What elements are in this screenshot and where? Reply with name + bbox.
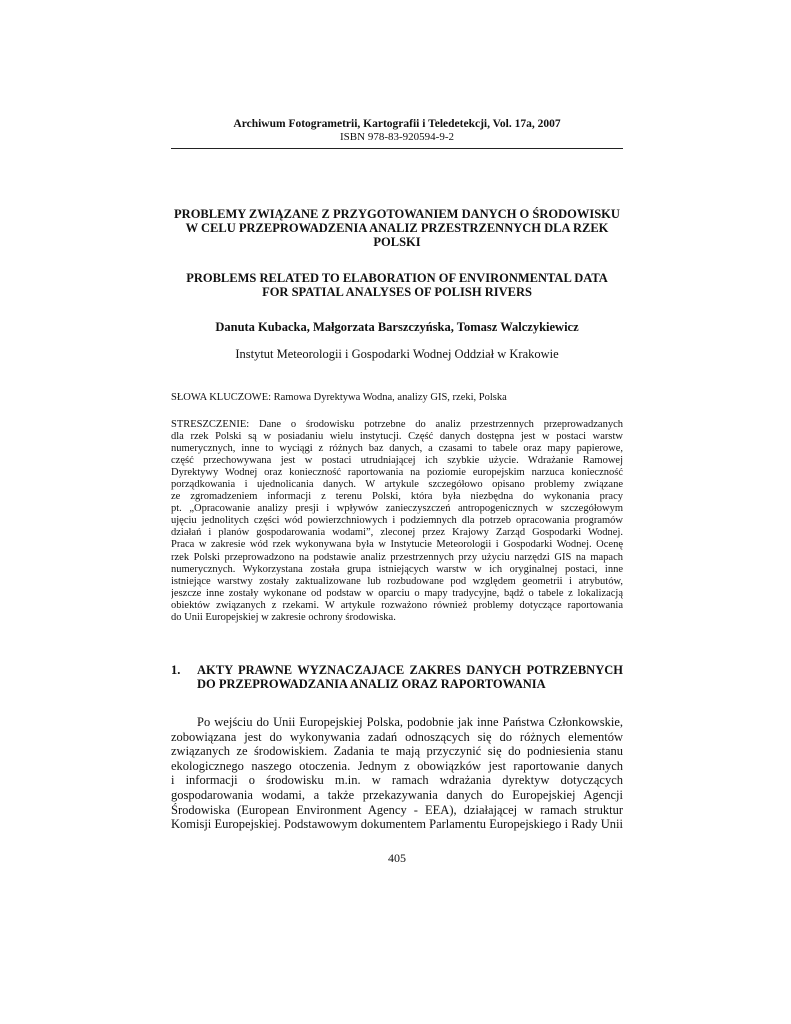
body-line: Komisji Europejskiej. Podstawowym dokumentem Parlamentu Europejskiego i Rady Unii bbox=[171, 817, 623, 832]
section-title-line: DO PRZEPROWADZANIA ANALIZ ORAZ RAPORTOWANIA bbox=[197, 677, 546, 691]
body-line: ekologicznego naszego otoczenia. Jednym z obowiązków jest raportowanie danych bbox=[171, 758, 623, 773]
abstract-line: działań i planów gospodarowania wodami”, zleconej przez Krajowy Zarząd Gospodarki Wodnej. bbox=[171, 527, 623, 539]
title-polish-line: PROBLEMY ZWIĄZANE Z PRZYGOTOWANIEM DANYCH O ŚRODOWISKU bbox=[174, 207, 620, 221]
abstract-line: Dyrektywy Wodnej oraz konieczność raportowania na poziomie europejskim narzuca konieczność bbox=[171, 467, 623, 479]
abstract-line: istniejące warstwy zostały zaktualizowane lub rozbudowane pod względem geometrii i atrybutów, bbox=[171, 575, 623, 587]
abstract-line: część przechowywana jest w postaci utrudniającej ich szybkie użycie. Wdrażanie Ramowej bbox=[171, 455, 623, 467]
abstract-line: ze zgromadzeniem informacji z terenu Polski, która była niezbędna do wykonania pracy bbox=[171, 491, 623, 503]
abstract-line: Praca w zakresie wód rzek wykonywana była w Instytucie Meteorologii i Gospodarki Wodnej. Ocenę bbox=[171, 539, 623, 551]
title-english-line: FOR SPATIAL ANALYSES OF POLISH RIVERS bbox=[262, 285, 532, 299]
title-polish-line: POLSKI bbox=[373, 235, 421, 249]
isbn: ISBN 978-83-920594-9-2 bbox=[340, 131, 454, 143]
body-line: Środowiska (European Environment Agency - EEA), działającej w ramach struktur bbox=[171, 802, 623, 817]
body-line: Po wejściu do Unii Europejskiej Polska, podobnie jak inne Państwa Członkowskie, bbox=[197, 715, 623, 729]
header-rule bbox=[171, 148, 623, 149]
abstract bbox=[171, 419, 623, 624]
title-polish bbox=[171, 207, 623, 249]
body-line: gospodarowania wodami, a także przekazywania danych do Europejskiej Agencji bbox=[171, 787, 623, 802]
abstract-line: obiektów związanych z rzekami. W artykule rozważono również problemy dotyczące raportowania bbox=[171, 599, 623, 611]
title-english-line: PROBLEMS RELATED TO ELABORATION OF ENVIRONMENTAL DATA bbox=[186, 271, 608, 285]
abstract-line: STRESZCZENIE: Dane o środowisku potrzebne do analiz przestrzennych przeprowadzanych bbox=[171, 419, 623, 430]
body-line: i informacji o środowisku m.in. w ramach wdrażania dyrektyw dotyczących bbox=[171, 773, 623, 788]
abstract-line: ujęciu jednolitych części wód powierzchniowych i podziemnych dla potrzeb opracowania programów bbox=[171, 515, 623, 527]
body-line: zobowiązana jest do wykonywania zadań odnoszących się do różnych elementów bbox=[171, 729, 623, 744]
section-title bbox=[197, 663, 623, 691]
journal-header: Archiwum Fotogrametrii, Kartografii i Teledetekcji, Vol. 17a, 2007 bbox=[233, 118, 561, 130]
section-title-line: AKTY PRAWNE WYZNACZAJACE ZAKRES DANYCH POTRZEBNYCH bbox=[197, 663, 623, 677]
page-number: 405 bbox=[388, 851, 406, 865]
abstract-line: dla rzek Polski są w posiadaniu wielu instytucji. Część danych dostępna jest w postaci warstw bbox=[171, 431, 623, 443]
abstract-line: numerycznych. Wykorzystana została grupa istniejących warstw w ich oryginalnej postaci, inne bbox=[171, 563, 623, 575]
abstract-line: do Unii Europejskiej w zakresie ochrony środowiska. bbox=[171, 611, 396, 623]
abstract-line: numerycznych, inne to wyciągi z różnych baz danych, a czasami to tabele oraz mapy papierowe, bbox=[171, 443, 623, 455]
abstract-line: porządkowania i ujednolicania danych. W artykule szczegółowo opisano problemy związane bbox=[171, 479, 623, 491]
body-paragraph bbox=[171, 715, 623, 832]
body-line: związanych ze środowiskiem. Zadania te mają przyczynić się do podniesienia stanu bbox=[171, 744, 623, 759]
keywords: SŁOWA KLUCZOWE: Ramowa Dyrektywa Wodna, analizy GIS, rzeki, Polska bbox=[171, 392, 507, 403]
section-number: 1. bbox=[171, 663, 181, 677]
abstract-line: pt. „Opracowanie analizy presji i wpływów zanieczyszczeń antropogenicznych w szczegółowym bbox=[171, 503, 623, 515]
authors: Danuta Kubacka, Małgorzata Barszczyńska, Tomasz Walczykiewicz bbox=[215, 320, 579, 334]
abstract-line: jeszcze inne zostały wykonane od podstaw w oparciu o mapy tradycyjne, bądź o tabele z lokalizacją bbox=[171, 587, 623, 599]
affiliation: Instytut Meteorologii i Gospodarki Wodnej Oddział w Krakowie bbox=[235, 347, 559, 361]
title-english bbox=[171, 271, 623, 299]
title-polish-line: W CELU PRZEPROWADZENIA ANALIZ PRZESTRZENNYCH DLA RZEK bbox=[185, 221, 609, 235]
abstract-line: rzek Polski przeprowadzono na podstawie analiz przestrzennych przy użyciu narzędzi GIS na mapach bbox=[171, 551, 623, 563]
section-heading bbox=[171, 663, 623, 691]
